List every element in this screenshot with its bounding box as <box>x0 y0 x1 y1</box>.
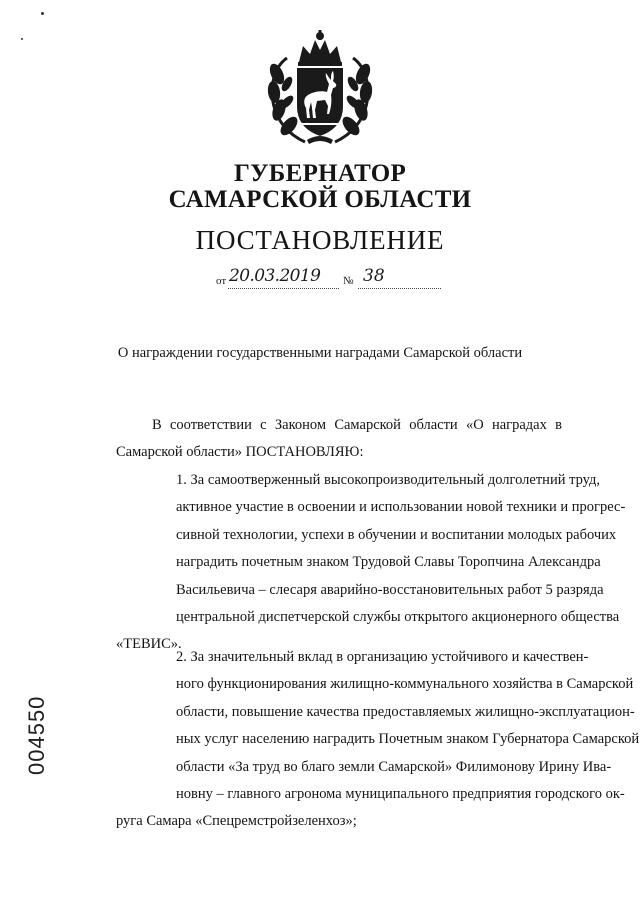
registration-stamp-number: 004550 <box>24 695 49 775</box>
award-item-1-line: центральной диспетчерской службы открытого акционерного общества <box>176 609 620 626</box>
date-underline <box>228 288 339 289</box>
award-item-1-line: сивной технологии, успехи в обучении и воспитании молодых рабочих <box>176 526 617 543</box>
issuer-title-line-2: САМАРСКОЙ ОБЛАСТИ <box>168 186 472 213</box>
handwritten-document-number: 38 <box>363 266 385 286</box>
award-item-1-line: 1. За самоотверженный высокопроизводительный долголетний труд, <box>176 472 600 488</box>
award-item-2-line: 2. За значительный вклад в организацию устойчивого и качествен- <box>176 649 589 665</box>
award-item-2-line: области, повышение качества предоставляемых жилищно-эксплуатацион- <box>176 703 635 720</box>
date-prefix-label: от <box>216 275 227 287</box>
award-item-1-line: наградить почетным знаком Трудовой Славы Торопчина Александра <box>176 554 601 571</box>
award-item-1-line: активное участие в освоении и использовании новой техники и прогрес- <box>176 499 626 516</box>
award-item-1-line: Васильевича – слесаря аварийно-восстановительных работ 5 разряда <box>176 581 604 598</box>
samara-coat-of-arms-icon <box>265 28 375 146</box>
date-number-line <box>216 265 446 289</box>
award-item-1 <box>116 467 626 659</box>
number-underline <box>358 288 441 289</box>
award-item-2-line: ного функционирования жилищно-коммунального хозяйства в Самарской <box>176 676 634 693</box>
document-type-heading: ПОСТАНОВЛЕНИЕ <box>195 225 445 255</box>
award-item-2-line: ных услуг населению наградить Почетным знаком Губернатора Самарской <box>176 731 640 748</box>
number-prefix-label: № <box>343 275 354 287</box>
scan-speck <box>21 38 23 40</box>
scan-speck <box>41 12 44 15</box>
award-item-2 <box>116 644 640 836</box>
document-subject: О награждении государственными наградами Самарской области <box>117 345 523 361</box>
award-item-2-last-line: руга Самара «Спецремстройзеленхоз»; <box>116 813 357 830</box>
preamble-paragraph: В соответствии с Законом Самарской области «О наградах в Самарской области» ПОСТАНОВЛЯЮ: <box>116 417 562 461</box>
issuer-title-line-1: ГУБЕРНАТОР <box>233 160 407 187</box>
award-item-2-line: области «За труд во благо земли Самарской» Филимонову Ирину Ива- <box>176 758 612 775</box>
award-item-1-last-line: «ТЕВИС». <box>116 636 182 653</box>
handwritten-date: 20.03.2019 <box>229 266 321 286</box>
award-item-2-line: новну – главного агронома муниципального предприятия городского ок- <box>176 786 625 803</box>
